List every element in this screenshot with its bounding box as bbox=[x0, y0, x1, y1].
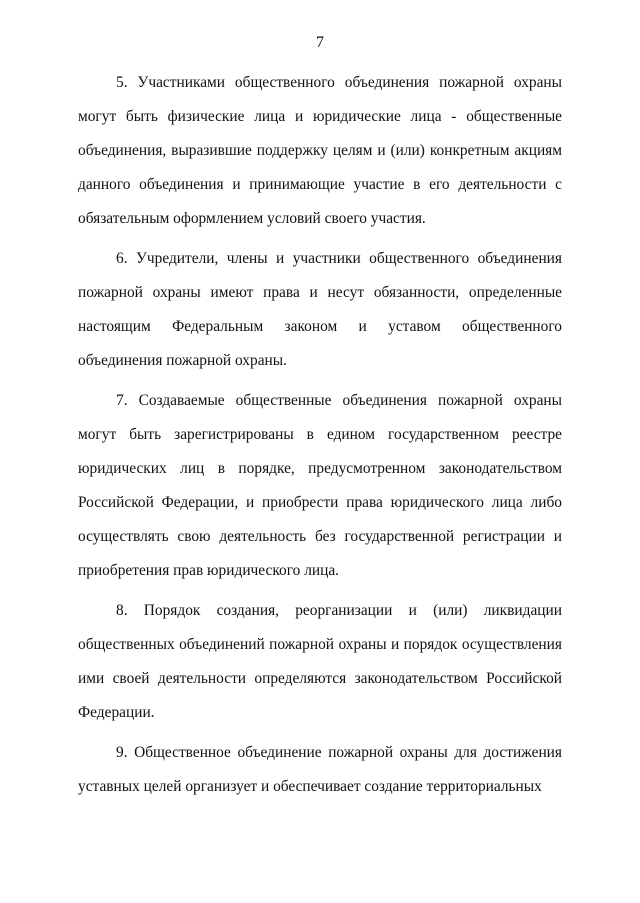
document-body bbox=[78, 66, 562, 810]
paragraph-6: 6. Учредители, члены и участники общественного объединения пожарной охраны имеют права и несут обязанности, определенные настоящим Федеральным законом и уставом общественного объединения пожарной охраны. bbox=[78, 250, 562, 369]
page-number: 7 bbox=[316, 34, 324, 51]
paragraph-8: 8. Порядок создания, реорганизации и (или) ликвидации общественных объединений пожарной охраны и порядок осуществления ими своей деятельности определяются законодательством Российской Федерации. bbox=[78, 602, 562, 721]
paragraph-9: 9. Общественное объединение пожарной охраны для достижения уставных целей организует и обеспечивает создание территориальных bbox=[78, 744, 562, 795]
paragraph-7: 7. Создаваемые общественные объединения пожарной охраны могут быть зарегистрированы в едином государственном реестре юридических лиц в порядке, предусмотренном законодательством Российской Федерации, и приобрести права юридического лица либо осуществлять свою деятельность без государственной регистрации и приобретения прав юридического лица. bbox=[78, 392, 562, 579]
paragraph-5: 5. Участниками общественного объединения пожарной охраны могут быть физические лица и юридические лица - общественные объединения, выразившие поддержку целям и (или) конкретным акциям данного объединения и принимающие участие в его деятельности с обязательным оформлением условий своего участия. bbox=[78, 74, 562, 227]
